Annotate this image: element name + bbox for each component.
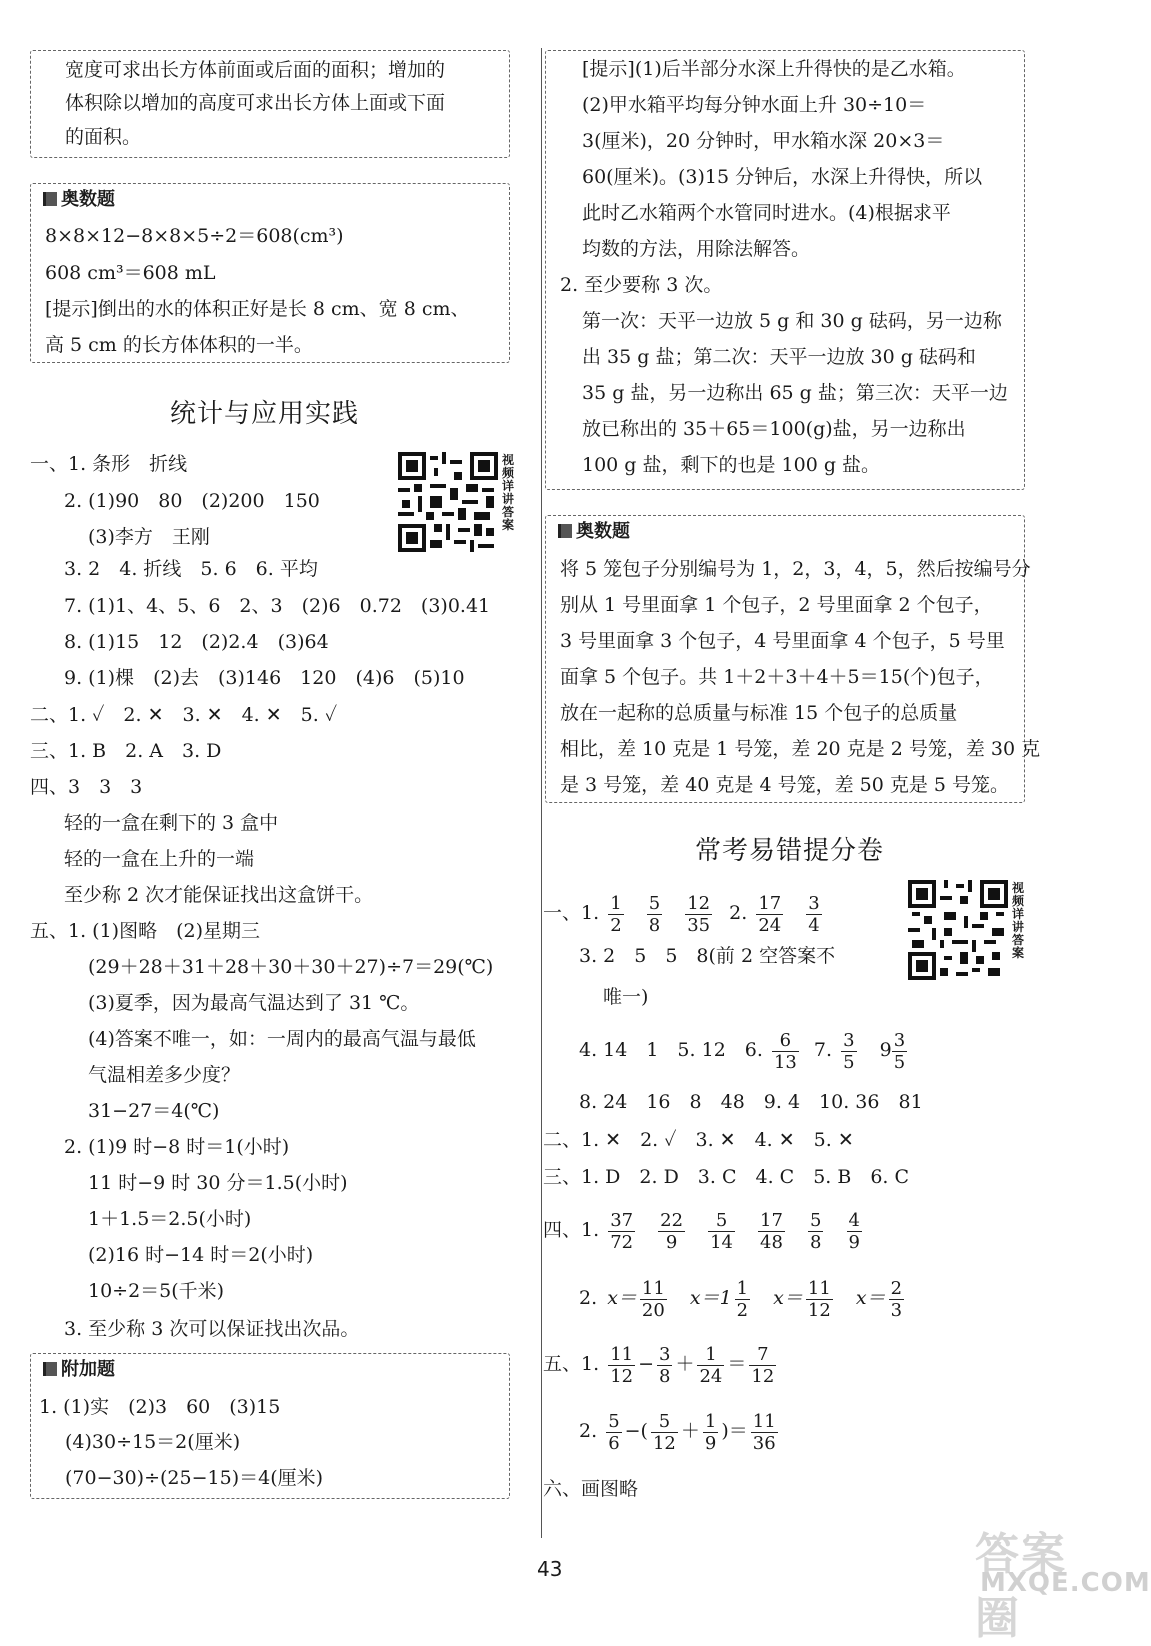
answer-line: 7. (1)1、4、5、6 2、3 (2)6 0.72 (3)0.41 bbox=[64, 595, 491, 617]
bonus-header-label: 附加题 bbox=[61, 1359, 115, 1380]
denominator: 5 bbox=[893, 1051, 906, 1073]
answer-line: 9. (1)棵 (2)去 (3)146 120 (4)6 (5)10 bbox=[64, 667, 465, 689]
answer-line: 轻的一盒在上升的一端 bbox=[64, 848, 255, 870]
answer-line: 气温相差多少度？ bbox=[88, 1064, 241, 1086]
answer-line: 8. (1)15 12 (2)2.4 (3)64 bbox=[64, 631, 329, 653]
answer-line: 3. 2 5 5 8(前 2 空答案不 bbox=[579, 945, 836, 967]
hint-line: 100 g 盐，剩下的也是 100 g 盐。 bbox=[582, 454, 881, 476]
note-line: 体积除以增加的高度可求出长方体上面或下面 bbox=[65, 92, 446, 114]
answer-line: 8. 24 16 8 48 9. 4 10. 36 81 bbox=[579, 1091, 923, 1113]
denominator: 8 bbox=[648, 914, 661, 936]
numerator: 5 bbox=[708, 1210, 735, 1232]
fraction bbox=[608, 893, 623, 936]
olympiad-header bbox=[558, 521, 630, 543]
answer-line: 三、1. D 2. D 3. C 4. C 5. B 6. C bbox=[543, 1166, 910, 1188]
answer-line: 一、1. 条形 折线 bbox=[30, 453, 188, 475]
operator: )＝ bbox=[721, 1420, 748, 1442]
hint-line: 此时乙水箱两个水管同时进水。(4)根据求平 bbox=[582, 202, 951, 224]
qr-code-icon bbox=[398, 452, 498, 552]
olympiad-line: 相比，差 10 克是 1 号笼，差 20 克是 2 号笼，差 30 克 bbox=[560, 738, 1041, 760]
bonus-header bbox=[43, 1359, 115, 1381]
answer-line: 轻的一盒在剩下的 3 盒中 bbox=[64, 812, 279, 834]
fraction bbox=[772, 1030, 799, 1073]
answer-line: (3)夏季，因为最高气温达到了 31 ℃。 bbox=[88, 992, 420, 1014]
fraction bbox=[608, 1344, 635, 1387]
numerator: 1 bbox=[736, 1277, 749, 1299]
denominator: 20 bbox=[641, 1299, 665, 1321]
bonus-box bbox=[30, 1353, 510, 1499]
answer-line: 11 时−9 时 30 分＝1.5(小时) bbox=[88, 1172, 348, 1194]
equation-lhs: x＝ bbox=[773, 1287, 803, 1309]
right-column bbox=[543, 0, 1106, 1600]
fraction bbox=[651, 1411, 678, 1454]
answer-line: 10÷2＝5(千米) bbox=[88, 1280, 225, 1302]
denominator: 35 bbox=[687, 914, 711, 936]
operator: ＋ bbox=[680, 1420, 700, 1442]
denominator: 24 bbox=[699, 1365, 723, 1387]
answer-line: 3. 至少称 3 次可以保证找出次品。 bbox=[64, 1318, 360, 1340]
numerator: 17 bbox=[760, 1209, 783, 1231]
numerator: 3 bbox=[843, 1029, 855, 1051]
numerator: 5 bbox=[651, 1411, 678, 1433]
hint-line: 35 g 盐，另一边称出 65 g 盐；第三次：天平一边 bbox=[582, 382, 1008, 404]
top-note-box bbox=[30, 50, 510, 158]
section-icon bbox=[43, 1362, 57, 1376]
fraction bbox=[685, 893, 712, 936]
olympiad-line: 3 号里面拿 3 个包子，4 号里面拿 4 个包子，5 号里 bbox=[560, 630, 1005, 652]
answer-line: 至少称 2 次才能保证找出这盒饼干。 bbox=[64, 884, 374, 906]
olympiad-header-label: 奥数题 bbox=[576, 521, 630, 542]
denominator: 24 bbox=[758, 914, 782, 936]
watermark-logo: 答案圈 bbox=[975, 1529, 1067, 1644]
olympiad-box bbox=[30, 183, 510, 363]
numerator: 12 bbox=[687, 892, 711, 914]
section-title: 常考易错提分卷 bbox=[695, 836, 885, 866]
fraction bbox=[806, 1278, 833, 1321]
answer-line: 2. (1)9 时−8 时＝1(小时) bbox=[64, 1136, 290, 1158]
fraction bbox=[647, 893, 662, 936]
fraction bbox=[841, 1030, 856, 1073]
hint-line: 2. 至少要称 3 次。 bbox=[560, 274, 723, 296]
numerator: 1 bbox=[697, 1344, 724, 1366]
answer-line: (29＋28＋31＋28＋30＋30＋27)÷7＝29(℃) bbox=[88, 956, 494, 978]
qr-caption: 视频详讲答案 bbox=[501, 453, 514, 532]
denominator: 14 bbox=[710, 1231, 733, 1253]
olympiad-line: 别从 1 号里面拿 1 个包子，2 号里面拿 2 个包子， bbox=[560, 594, 993, 616]
hint-line: 3(厘米)，20 分钟时，甲水箱水深 20×3＝ bbox=[582, 130, 945, 152]
fraction bbox=[806, 893, 821, 936]
answer-line: (4)答案不唯一，如：一周内的最高气温与最低 bbox=[88, 1028, 476, 1050]
olympiad-line: 将 5 笼包子分别编号为 1，2，3，4，5，然后按编号分 bbox=[560, 558, 1031, 580]
denominator: 12 bbox=[807, 1299, 831, 1321]
denominator: 48 bbox=[760, 1231, 783, 1253]
section-title: 统计与应用实践 bbox=[170, 399, 360, 429]
denominator: 4 bbox=[808, 914, 820, 936]
numerator: 7 bbox=[749, 1344, 776, 1366]
numerator: 17 bbox=[758, 892, 782, 914]
denominator: 12 bbox=[751, 1365, 775, 1387]
qr-caption: 视频详讲答案 bbox=[1011, 881, 1024, 960]
qr-code-icon bbox=[908, 880, 1008, 980]
olympiad-line: 高 5 cm 的长方体体积的一半。 bbox=[45, 334, 313, 356]
olympiad-line: 放在一起称的总质量与标准 15 个包子的总质量 bbox=[560, 702, 958, 724]
watermark-url: MXQE.COM bbox=[980, 1568, 1151, 1598]
denominator: 3 bbox=[890, 1299, 903, 1321]
numerator: 5 bbox=[810, 1209, 822, 1231]
item-text: 4. 14 1 5. 12 6. bbox=[579, 1039, 763, 1061]
fraction bbox=[657, 1344, 672, 1387]
denominator: 9 bbox=[665, 1231, 678, 1253]
whole-number: 9 bbox=[879, 1039, 892, 1061]
numerator: 3 bbox=[893, 1029, 906, 1051]
answer-line: 1＋1.5＝2.5(小时) bbox=[88, 1208, 252, 1230]
olympiad-header bbox=[43, 189, 115, 211]
hint-line: [提示](1)后半部分水深上升得快的是乙水箱。 bbox=[582, 58, 966, 80]
answer-line: 六、画图略 bbox=[543, 1478, 639, 1500]
numerator: 4 bbox=[848, 1209, 860, 1231]
numerator: 6 bbox=[772, 1030, 799, 1052]
answer-line: 五、1. (1)图略 (2)星期三 bbox=[30, 920, 260, 942]
operator: − bbox=[638, 1353, 655, 1375]
fraction bbox=[847, 1210, 862, 1253]
numerator: 11 bbox=[641, 1277, 665, 1299]
numerator: 5 bbox=[648, 892, 661, 914]
fraction bbox=[892, 1030, 907, 1073]
numerator: 1 bbox=[704, 1410, 717, 1432]
answer-row-si-2 bbox=[579, 1274, 907, 1322]
answer-line: 31−27＝4(℃) bbox=[88, 1100, 220, 1122]
olympiad-line: 面拿 5 个包子。共 1＋2＋3＋4＋5＝15(个)包子， bbox=[560, 666, 994, 688]
hint-line: 第一次：天平一边放 5 g 和 30 g 砝码，另一边称 bbox=[582, 310, 1002, 332]
fraction bbox=[756, 893, 783, 936]
item-label: 2. bbox=[579, 1420, 598, 1442]
hint-line: (2)甲水箱平均每分钟水面上升 30÷10＝ bbox=[582, 94, 927, 116]
fraction bbox=[808, 1210, 823, 1253]
fraction bbox=[697, 1344, 724, 1387]
hint-box bbox=[545, 50, 1025, 490]
fraction bbox=[708, 1210, 735, 1253]
hint-line: 放已称出的 35＋65＝100(g)盐，另一边称出 bbox=[582, 418, 966, 440]
denominator: 12 bbox=[652, 1432, 676, 1454]
numerator: 2 bbox=[890, 1277, 903, 1299]
fraction bbox=[749, 1344, 776, 1387]
answer-row-wu-1 bbox=[543, 1340, 779, 1388]
answer-row-1 bbox=[543, 889, 825, 937]
answer-line: 二、1. ✕ 2. ✓ 3. ✕ 4. ✕ 5. ✕ bbox=[543, 1129, 854, 1151]
denominator: 12 bbox=[610, 1365, 634, 1387]
fraction bbox=[703, 1411, 718, 1454]
denominator: 72 bbox=[610, 1231, 634, 1253]
hint-line: 出 35 g 盐；第二次：天平一边放 30 g 砝码和 bbox=[582, 346, 976, 368]
answer-line: 二、1. ✓ 2. ✕ 3. ✕ 4. ✕ 5. ✓ bbox=[30, 704, 338, 726]
numerator: 11 bbox=[610, 1343, 634, 1365]
fraction bbox=[751, 1411, 778, 1454]
numerator: 11 bbox=[752, 1410, 776, 1432]
bonus-line: (4)30÷15＝2(厘米) bbox=[65, 1431, 241, 1453]
fraction bbox=[640, 1278, 667, 1321]
fraction bbox=[735, 1278, 750, 1321]
answer-line: 唯一) bbox=[603, 986, 649, 1008]
denominator: 2 bbox=[736, 1299, 749, 1321]
olympiad-line: [提示]倒出的水的体积正好是长 8 cm、宽 8 cm、 bbox=[45, 298, 470, 320]
denominator: 6 bbox=[608, 1432, 620, 1454]
item-label: 7. bbox=[813, 1039, 833, 1061]
fraction bbox=[608, 1210, 635, 1253]
page-number: 43 bbox=[537, 1557, 563, 1581]
answer-row-4 bbox=[579, 1026, 910, 1074]
fraction bbox=[758, 1210, 785, 1253]
denominator: 9 bbox=[848, 1231, 860, 1253]
fraction bbox=[889, 1278, 904, 1321]
olympiad-box-right bbox=[545, 515, 1041, 803]
item-label: 2. bbox=[579, 1287, 598, 1309]
answer-line: 2. (1)90 80 (2)200 150 bbox=[64, 490, 320, 512]
answer-line: (3)李方 王刚 bbox=[88, 526, 210, 548]
equation-lhs: x＝1 bbox=[689, 1287, 732, 1309]
numerator: 3 bbox=[808, 892, 820, 914]
olympiad-line: 8×8×12−8×8×5÷2＝608(cm³) bbox=[45, 225, 344, 247]
denominator: 8 bbox=[810, 1231, 822, 1253]
answer-line: 3. 2 4. 折线 5. 6 6. 平均 bbox=[64, 558, 318, 580]
answer-row-wu-2 bbox=[579, 1407, 781, 1455]
item-label: 2. bbox=[729, 902, 748, 924]
fraction bbox=[658, 1210, 685, 1253]
operator: ＝ bbox=[727, 1353, 747, 1375]
answer-line: 三、1. B 2. A 3. D bbox=[30, 740, 222, 762]
bonus-line: 1. (1)实 (2)3 60 (3)15 bbox=[39, 1396, 281, 1418]
column-divider bbox=[541, 48, 542, 1538]
section-icon bbox=[558, 524, 572, 538]
numerator: 37 bbox=[610, 1209, 634, 1231]
numerator: 1 bbox=[610, 892, 622, 914]
denominator: 9 bbox=[704, 1432, 717, 1454]
answer-line: 四、3 3 3 bbox=[30, 776, 143, 798]
denominator: 36 bbox=[752, 1432, 776, 1454]
note-line: 的面积。 bbox=[65, 126, 142, 148]
numerator: 11 bbox=[807, 1277, 831, 1299]
olympiad-line: 是 3 号笼，差 40 克是 4 号笼，差 50 克是 5 号笼。 bbox=[560, 774, 1010, 796]
section-icon bbox=[43, 192, 57, 206]
item-label: 五、1. bbox=[543, 1353, 600, 1375]
bonus-line: (70−30)÷(25−15)＝4(厘米) bbox=[65, 1467, 324, 1489]
denominator: 8 bbox=[659, 1365, 671, 1387]
left-column bbox=[0, 0, 545, 1600]
answer-line: (2)16 时−14 时＝2(小时) bbox=[88, 1244, 314, 1266]
numerator: 22 bbox=[660, 1209, 684, 1231]
note-line: 宽度可求出长方体前面或后面的面积；增加的 bbox=[65, 59, 446, 81]
hint-line: 均数的方法，用除法解答。 bbox=[582, 238, 811, 260]
olympiad-header-label: 奥数题 bbox=[61, 189, 115, 210]
numerator: 5 bbox=[608, 1410, 620, 1432]
operator: ＋ bbox=[675, 1353, 695, 1375]
equation-lhs: x＝ bbox=[855, 1287, 886, 1309]
equation-lhs: x＝ bbox=[607, 1287, 637, 1309]
olympiad-line: 608 cm³＝608 mL bbox=[45, 262, 216, 284]
answer-row-si bbox=[543, 1206, 865, 1254]
numerator: 3 bbox=[659, 1343, 671, 1365]
fraction bbox=[606, 1411, 621, 1454]
denominator: 2 bbox=[610, 914, 622, 936]
hint-line: 60(厘米)。(3)15 分钟后，水深上升得快，所以 bbox=[582, 166, 983, 188]
denominator: 5 bbox=[843, 1051, 855, 1073]
item-label: 一、1. bbox=[543, 902, 600, 924]
denominator: 13 bbox=[773, 1051, 797, 1073]
operator: −( bbox=[624, 1420, 648, 1442]
item-label: 四、1. bbox=[543, 1219, 600, 1241]
